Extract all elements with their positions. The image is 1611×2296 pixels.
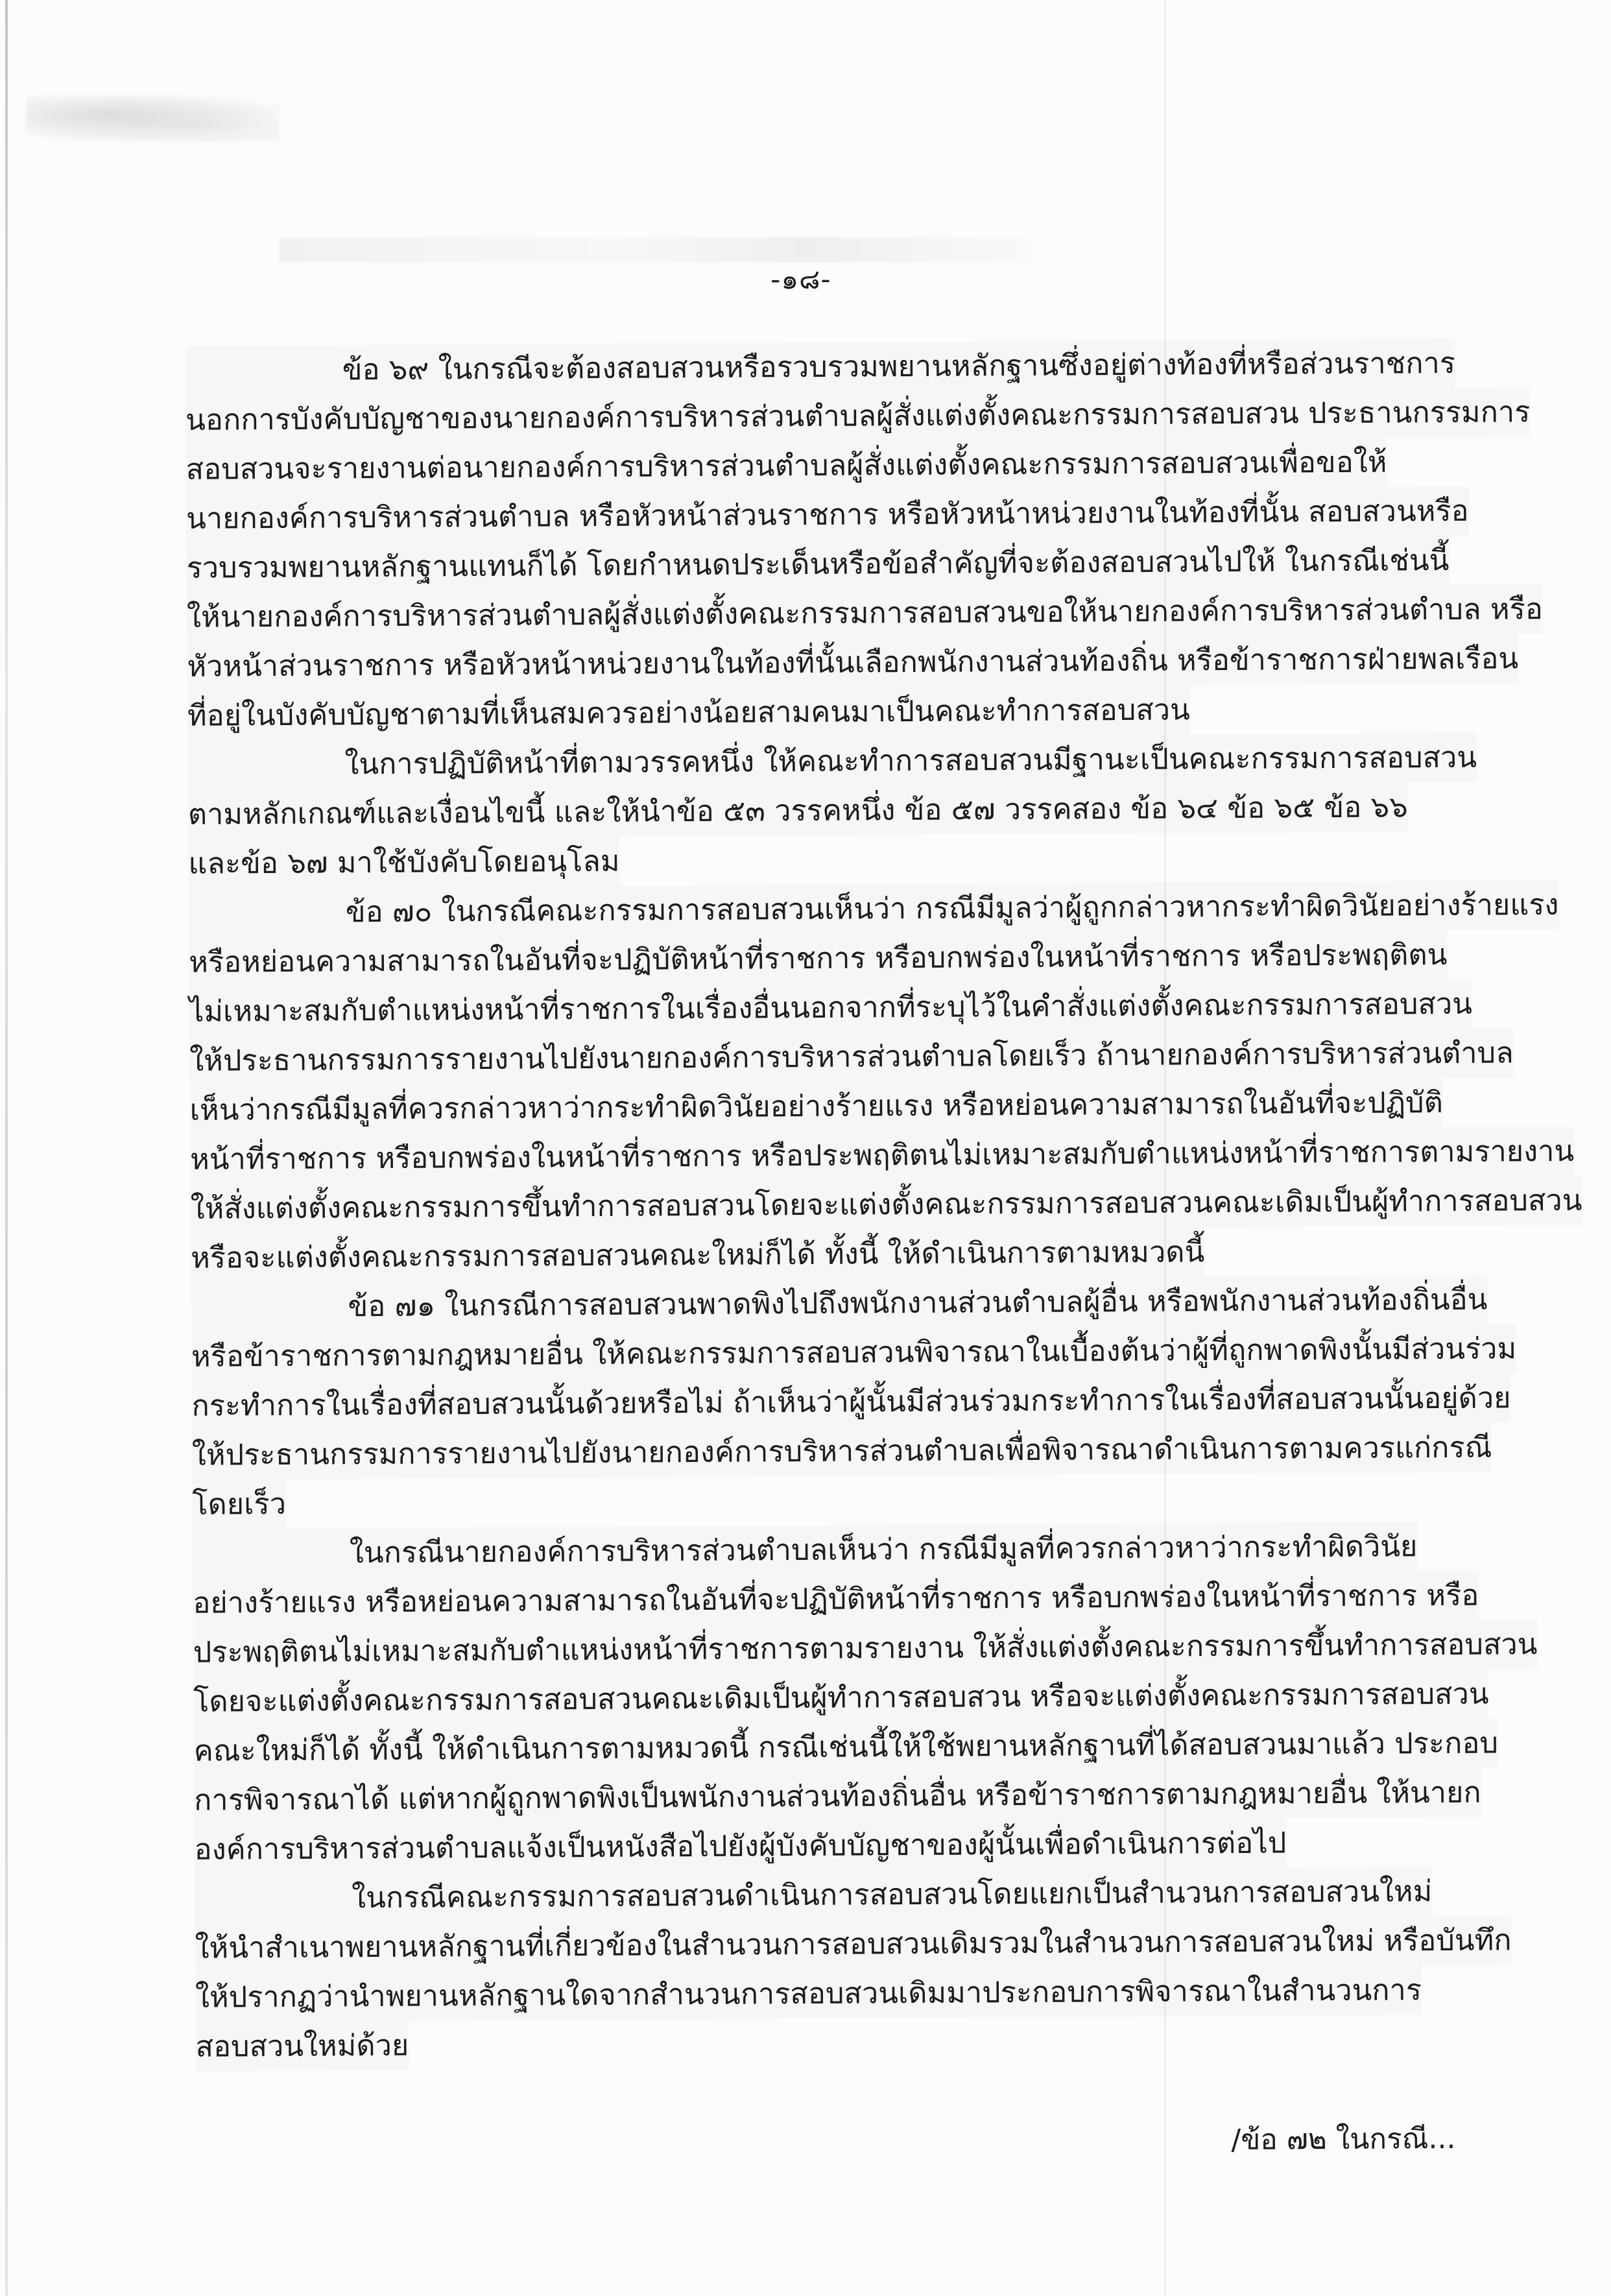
- text-line: ข้อ ๗๐ ในกรณีคณะกรรมการสอบสวนเห็นว่า กรณีมีมูลว่าผู้ถูกกล่าวหากระทำผิดวินัยอย่างร้ายแรง: [189, 880, 1559, 938]
- text-line: ในกรณีนายกองค์การบริหารส่วนตำบลเห็นว่า กรณีมีมูลที่ควรกล่าวหาว่ากระทำผิดวินัย: [193, 1522, 1418, 1579]
- text-line: ให้นำสำเนาพยานหลักฐานที่เกี่ยวข้องในสำนวนการสอบสวนเดิมรวมในสำนวนการสอบสวนใหม่ หรือบันทึก: [195, 1915, 1511, 1972]
- text-line: นายกองค์การบริหารส่วนตำบล หรือหัวหน้าส่วนราชการ หรือหัวหน้าหน่วยงานในท้องที่นั้น สอบสวนหรือ: [186, 486, 1469, 544]
- continuation-note: /ข้อ ๗๒ ในกรณี...: [1231, 2122, 1456, 2157]
- page-number: -๑๘-: [770, 263, 831, 296]
- paragraph: [193, 1522, 1538, 1874]
- text-line: ที่อยู่ในบังคับบัญชาตามที่เห็นสมควรอย่างน้อยสามคนมาเป็นคณะทำการสอบสวน: [187, 685, 1190, 740]
- paragraph: [185, 339, 1543, 741]
- text-line: อย่างร้ายแรง หรือหย่อนความสามารถในอันที่จะปฏิบัติหน้าที่ราชการ หรือบกพร่องในหน้าที่ราชการ หรือ: [193, 1571, 1479, 1628]
- text-line: และข้อ ๖๗ มาใช้บังคับโดยอนุโลม: [188, 837, 620, 889]
- text-line: หน้าที่ราชการ หรือบกพร่องในหน้าที่ราชการ หรือประพฤติตนไม่เหมาะสมกับตำแหน่งหน้าที่ราชการตามรายงาน: [190, 1127, 1574, 1184]
- text-line: ให้ปรากฏว่านำพยานหลักฐานใดจากสำนวนการสอบสวนเดิมมาประกอบการพิจารณาในสำนวนการ: [195, 1965, 1422, 2022]
- text-line: การพิจารณาได้ แต่หากผู้ถูกพาดพิงเป็นพนักงานส่วนท้องถิ่นอื่น หรือข้าราชการตามกฎหมายอื่น ให้นายก: [194, 1768, 1481, 1825]
- text-line: ให้นายกองค์การบริหารส่วนตำบลผู้สั่งแต่งตั้งคณะกรรมการสอบสวนขอให้นายกองค์การบริหารส่วนตำบล หรือ: [187, 584, 1543, 642]
- text-line: ในการปฏิบัติหน้าที่ตามวรรคหนึ่ง ให้คณะทำการสอบสวนมีฐานะเป็นคณะกรรมการสอบสวน: [187, 733, 1477, 790]
- text-line: องค์การบริหารส่วนตำบลแจ้งเป็นหนังสือไปยังผู้บังคับบัญชาของผู้นั้นเพื่อดำเนินการต่อไป: [194, 1818, 1286, 1874]
- paragraph: [191, 1275, 1517, 1529]
- text-line: สอบสวนจะรายงานต่อนายกองค์การบริหารส่วนตำบลผู้สั่งแต่งตั้งคณะกรรมการสอบสวนเพื่อขอให้: [185, 438, 1387, 494]
- text-line: ให้ประธานกรรมการรายงานไปยังนายกองค์การบริหารส่วนตำบลเพื่อพิจารณาดำเนินการตามควรแก่กรณี: [192, 1423, 1492, 1480]
- paragraph: [189, 881, 1582, 1283]
- document-body: [185, 339, 1582, 2072]
- text-line: โดยจะแต่งตั้งคณะกรรมการสอบสวนคณะเดิมเป็นผู้ทำการสอบสวน หรือจะแต่งตั้งคณะกรรมการสอบสวน: [193, 1669, 1489, 1727]
- text-line: ข้อ ๗๑ ในกรณีการสอบสวนพาดพิงไปถึงพนักงานส่วนตำบลผู้อื่น หรือพนักงานส่วนท้องถิ่นอื่น: [191, 1275, 1487, 1332]
- text-line: ข้อ ๖๙ ในกรณีจะต้องสอบสวนหรือรวบรวมพยานหลักฐานซึ่งอยู่ต่างท้องที่หรือส่วนราชการ: [185, 339, 1456, 396]
- text-line: ให้สั่งแต่งตั้งคณะกรรมการขึ้นทำการสอบสวนโดยจะแต่งตั้งคณะกรรมการสอบสวนคณะเดิมเป็นผู้ทำการสอบสวน: [190, 1176, 1582, 1234]
- text-line: หรือข้าราชการตามกฎหมายอื่น ให้คณะกรรมการสอบสวนพิจารณาในเบื้องต้นว่าผู้ที่ถูกพาดพิงนั้นมีส่วนร่วม: [191, 1324, 1517, 1381]
- text-line: ให้ประธานกรรมการรายงานไปยังนายกองค์การบริหารส่วนตำบลโดยเร็ว ถ้านายกองค์การบริหารส่วนตำบล: [189, 1028, 1514, 1085]
- text-line: ตามหลักเกณฑ์และเงื่อนไขนี้ และให้นำข้อ ๕๓ วรรคหนึ่ง ข้อ ๕๗ วรรคสอง ข้อ ๖๔ ข้อ ๖๕ ข้อ ๖๖: [188, 782, 1408, 839]
- text-line: นอกการบังคับบัญชาของนายกองค์การบริหารส่วนตำบลผู้สั่งแต่งตั้งคณะกรรมการสอบสวน ประธานกรรมการ: [185, 387, 1531, 445]
- text-line: หรือจะแต่งตั้งคณะกรรมการสอบสวนคณะใหม่ก็ได้ ทั้งนี้ ให้ดำเนินการตามหมวดนี้: [191, 1227, 1205, 1283]
- text-line: หรือหย่อนความสามารถในอันที่จะปฏิบัติหน้าที่ราชการ หรือบกพร่องในหน้าที่ราชการ หรือประพฤติตน: [189, 930, 1448, 987]
- text-line: หัวหน้าส่วนราชการ หรือหัวหน้าหน่วยงานในท้องที่นั้นเลือกพนักงานส่วนท้องถิ่น หรือข้าราชการฝ่ายพลเรือน: [187, 634, 1518, 691]
- text-line: รวบรวมพยานหลักฐานแทนก็ได้ โดยกำหนดประเด็นหรือข้อสำคัญที่จะต้องสอบสวนไปให้ ในกรณีเช่นนี้: [186, 536, 1449, 593]
- text-line: ไม่เหมาะสมกับตำแหน่งหน้าที่ราชการในเรื่องอื่นนอกจากที่ระบุไว้ในคำสั่งแต่งตั้งคณะกรรมการสอบสวน: [189, 979, 1473, 1036]
- text-line: โดยเร็ว: [192, 1479, 286, 1529]
- text-line: เห็นว่ากรณีมีมูลที่ควรกล่าวหาว่ากระทำผิดวินัยอย่างร้ายแรง หรือหย่อนความสามารถในอันที่จะปฏิบัติ: [189, 1078, 1443, 1135]
- paragraph: [195, 1867, 1512, 2072]
- text-line: กระทำการในเรื่องที่สอบสวนนั้นด้วยหรือไม่ ถ้าเห็นว่าผู้นั้นมีส่วนร่วมกระทำการในเรื่องที่สอบสวนนั้นอยู่ด้วย: [191, 1373, 1510, 1430]
- text-line: ประพฤติตนไม่เหมาะสมกับตำแหน่งหน้าที่ราชการตามรายงาน ให้สั่งแต่งตั้งคณะกรรมการขึ้นทำการสอบสวน: [193, 1620, 1538, 1677]
- paragraph: [187, 733, 1477, 889]
- text-line: คณะใหม่ก็ได้ ทั้งนี้ ให้ดำเนินการตามหมวดนี้ กรณีเช่นนี้ให้ใช้พยานหลักฐานที่ได้สอบสวนมาแล้ว ประกอบ: [194, 1718, 1499, 1775]
- text-line: สอบสวนใหม่ด้วย: [195, 2021, 409, 2072]
- text-line: ในกรณีคณะกรรมการสอบสวนดำเนินการสอบสวนโดยแยกเป็นสำนวนการสอบสวนใหม่: [195, 1867, 1433, 1924]
